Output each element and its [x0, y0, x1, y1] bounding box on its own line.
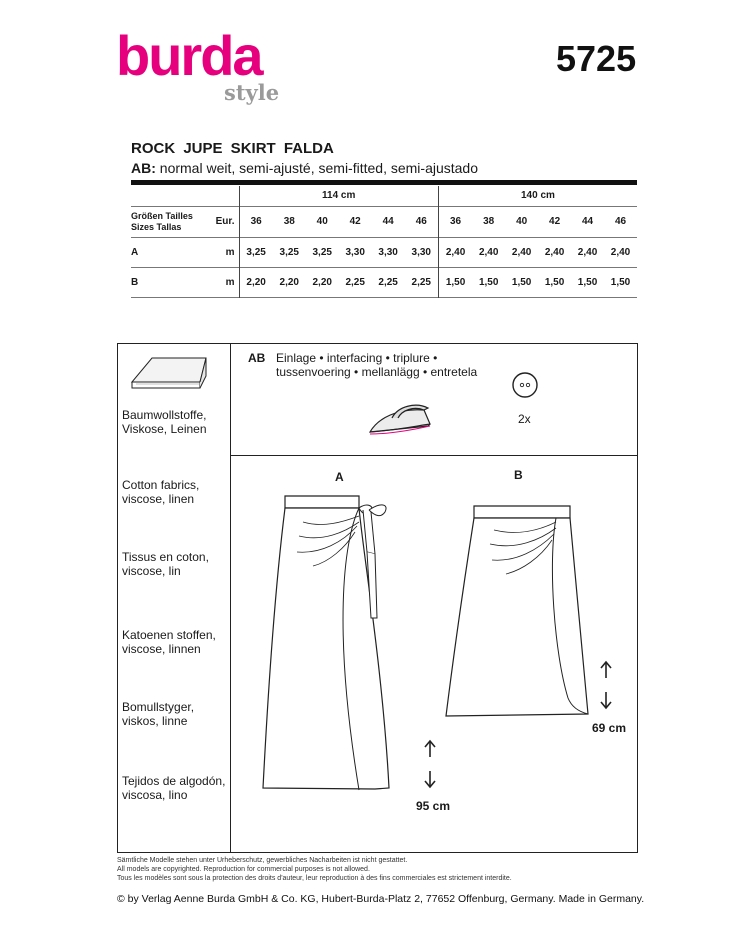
yardage-cell: 2,40	[445, 246, 466, 258]
yardage-cell: 3,30	[405, 237, 439, 267]
length-arrow-b	[599, 660, 613, 710]
yardage-cell: 1,50	[445, 276, 466, 288]
table-row-widths	[131, 186, 637, 206]
garment-titles: ROCK JUPE SKIRT FALDA	[131, 140, 334, 157]
unit-label: m	[213, 267, 239, 297]
size-cell: 46	[614, 216, 627, 227]
yardage-cell: 2,40	[610, 246, 631, 258]
iron-icon	[368, 396, 438, 440]
size-cell: 42	[549, 216, 561, 227]
view-a-label: A	[335, 470, 344, 484]
length-label-a: 95 cm	[416, 799, 451, 813]
fabric-suggestion-es: Tejidos de algodón, viscosa, lino	[122, 774, 226, 802]
fabric-bolt-icon	[128, 352, 208, 392]
pattern-number: 5725	[556, 38, 637, 79]
sizes-label: Größen Tailles Sizes Tallas	[131, 210, 193, 232]
yardage-cell: 2,25	[345, 276, 365, 288]
yardage-cell: 1,50	[511, 276, 532, 288]
view-label: A	[131, 246, 139, 258]
logo-style: style	[224, 80, 280, 105]
yardage-cell: 1,50	[610, 276, 631, 288]
button-icon	[511, 371, 539, 399]
size-cell: 44	[382, 216, 394, 227]
yardage-cell: 2,25	[378, 276, 398, 288]
eur-label: Eur.	[213, 206, 239, 237]
table-row-sizes	[131, 206, 637, 237]
interfacing-views: AB	[248, 351, 266, 365]
yardage-table	[131, 186, 637, 298]
fabric-width-140: 140 cm	[520, 190, 555, 202]
yardage-cell: 3,30	[378, 246, 398, 258]
fabric-suggestion-fr: Tissus en coton, viscose, lin	[122, 550, 209, 578]
yardage-cell: 2,20	[312, 276, 332, 288]
fit-views: AB:	[131, 160, 156, 176]
yardage-cell: 2,40	[544, 246, 565, 258]
yardage-cell: 3,25	[246, 246, 266, 258]
skirt-a-illustration	[263, 492, 413, 802]
yardage-cell: 2,40	[511, 246, 532, 258]
section-divider	[231, 455, 637, 456]
logo-burda: burda	[116, 24, 262, 87]
yardage-cell: 2,40	[577, 246, 598, 258]
yardage-cell: 1,50	[544, 276, 565, 288]
copyright-notice-en: All models are copyrighted. Reproduction for commercial purposes is not allowed.	[117, 866, 370, 873]
size-cell: 44	[581, 216, 594, 227]
size-cell: 36	[449, 216, 462, 227]
yardage-cell: 2,20	[246, 276, 266, 288]
length-label-b: 69 cm	[592, 721, 627, 735]
size-cell: 46	[405, 206, 439, 237]
fit-description	[131, 160, 478, 176]
fabric-suggestion-nl: Katoenen stoffen, viscose, linnen	[122, 628, 216, 656]
table-row-view-b	[131, 267, 637, 297]
yardage-cell: 3,25	[312, 246, 332, 258]
yardage-cell: 1,50	[577, 276, 598, 288]
length-arrow-a	[423, 739, 437, 789]
fabric-column	[118, 344, 231, 852]
fabric-suggestion-de: Baumwollstoffe, Viskose, Leinen	[122, 408, 207, 436]
burda-style-logo	[116, 24, 280, 105]
pattern-info-box	[117, 343, 638, 853]
size-cell: 38	[283, 216, 295, 227]
publisher-copyright: © by Verlag Aenne Burda GmbH & Co. KG, Hubert-Burda-Platz 2, 77652 Offenburg, Germany. Made in Germany.	[117, 893, 645, 905]
size-cell: 42	[349, 216, 361, 227]
interfacing-label: Einlage • interfacing • triplure • tussenvoering • mellanlägg • entretela	[276, 351, 478, 379]
yardage-cell: 2,25	[405, 267, 439, 297]
fabric-width-114: 114 cm	[239, 186, 438, 206]
table-row-view-a	[131, 237, 637, 267]
copyright-notice-de: Sämtliche Modelle stehen unter Urheberschutz, gewerbliches Nacharbeiten ist nicht gestattet.	[117, 857, 408, 864]
unit-label: m	[213, 237, 239, 267]
yardage-cell: 2,40	[478, 246, 499, 258]
copyright-notice-fr: Tous les modèles sont sous la protection des droits d'auteur, leur reproduction à des fins commerciales est strictement interdite.	[117, 875, 512, 882]
size-cell: 38	[483, 216, 495, 227]
size-cell: 40	[316, 216, 328, 227]
fabric-suggestion-sv: Bomullstyger, viskos, linne	[122, 700, 195, 728]
size-cell: 40	[516, 216, 528, 227]
skirt-b-illustration	[444, 502, 604, 722]
yardage-cell: 1,50	[478, 276, 499, 288]
yardage-cell: 2,20	[279, 276, 299, 288]
view-b-label: B	[514, 468, 523, 482]
size-cell: 36	[250, 216, 262, 227]
button-count: 2x	[518, 412, 531, 426]
title-rule	[131, 180, 637, 185]
fabric-suggestion-en: Cotton fabrics, viscose, linen	[122, 478, 200, 506]
fit-text: normal weit, semi-ajusté, semi-fitted, semi-ajustado	[155, 160, 478, 176]
yardage-cell: 3,25	[279, 246, 299, 258]
yardage-cell: 3,30	[345, 246, 365, 258]
view-label: B	[131, 276, 139, 288]
